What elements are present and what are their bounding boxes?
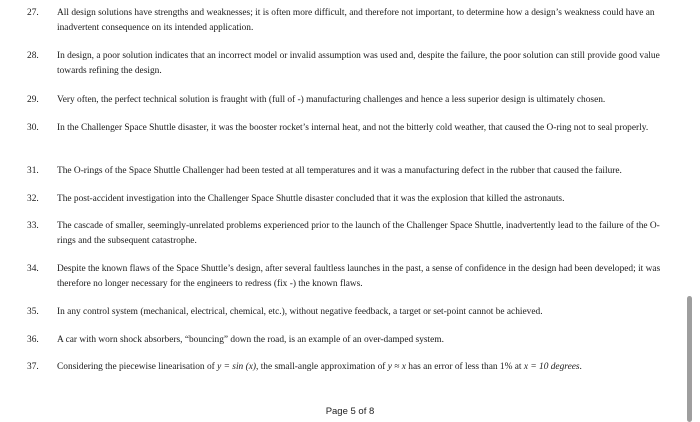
statement-text: The cascade of smaller, seemingly-unrelated problems experienced prior to the launch of the Challenger Space Shuttle, inadvertently lead to the failure of the O-rings and the subsequent catastrophe.	[57, 221, 660, 246]
statement-number: 37.	[27, 362, 39, 372]
statement-number: 28.	[27, 51, 39, 61]
statement-number: 29.	[27, 95, 39, 105]
text-segment: , the small-angle approximation of	[256, 362, 388, 372]
statement-number: 35.	[27, 307, 39, 317]
statement-text: Very often, the perfect technical solution is fraught with (full of -) manufacturing challenges and hence a less superior design is ultimately chosen.	[57, 95, 606, 105]
statement-text: A car with worn shock absorbers, “bouncing” down the road, is an example of an over-damped system.	[57, 335, 444, 345]
scrollbar-thumb[interactable]	[687, 296, 692, 422]
statement-text	[57, 360, 669, 375]
math-expression: y ≈ x	[387, 362, 406, 372]
statement-number: 31.	[27, 166, 39, 176]
text-segment: has an error of less than 1% at	[405, 362, 524, 372]
statement-text: All design solutions have strengths and weaknesses; it is often more difficult, and therefore not important, to determine how a design’s weakness could have an inadvertent consequence on its intended application.	[57, 8, 655, 33]
statement-text: Despite the known flaws of the Space Shuttle’s design, after several faultless launches in the past, a sense of confidence in the design had been developed; it was therefore no longer necessary for the engineers to redress (fix -) the known flaws.	[57, 264, 661, 289]
math-expression: x = 10 degrees	[523, 362, 580, 372]
math-expression: y = sin (x)	[217, 362, 256, 372]
text-segment: .	[579, 362, 582, 372]
statement-number: 32.	[27, 194, 39, 204]
statement-text: In any control system (mechanical, electrical, chemical, etc.), without negative feedback, a target or set-point cannot be achieved.	[57, 307, 543, 317]
statement-number: 34.	[27, 264, 39, 274]
statement-number: 27.	[27, 8, 39, 18]
page-number: Page 5 of 8	[325, 406, 375, 417]
statement-number: 30.	[27, 123, 39, 133]
statement-number: 36.	[27, 335, 39, 345]
statement-text: In design, a poor solution indicates that an incorrect model or invalid assumption was used and, despite the failure, the poor solution can still provide good value towards refining the design.	[57, 51, 660, 76]
text-segment: Considering the piecewise linearisation of	[57, 362, 218, 372]
statement-text: The O-rings of the Space Shuttle Challenger had been tested at all temperatures and it was a manufacturing defect in the rubber that caused the failure.	[57, 166, 622, 176]
statement-number: 33.	[27, 221, 39, 231]
statement-text: In the Challenger Space Shuttle disaster, it was the booster rocket’s internal heat, and not the bitterly cold weather, that caused the O-ring not to seal properly.	[57, 123, 649, 133]
statement-text: The post-accident investigation into the Challenger Space Shuttle disaster concluded that it was the explosion that killed the astronauts.	[57, 194, 565, 204]
